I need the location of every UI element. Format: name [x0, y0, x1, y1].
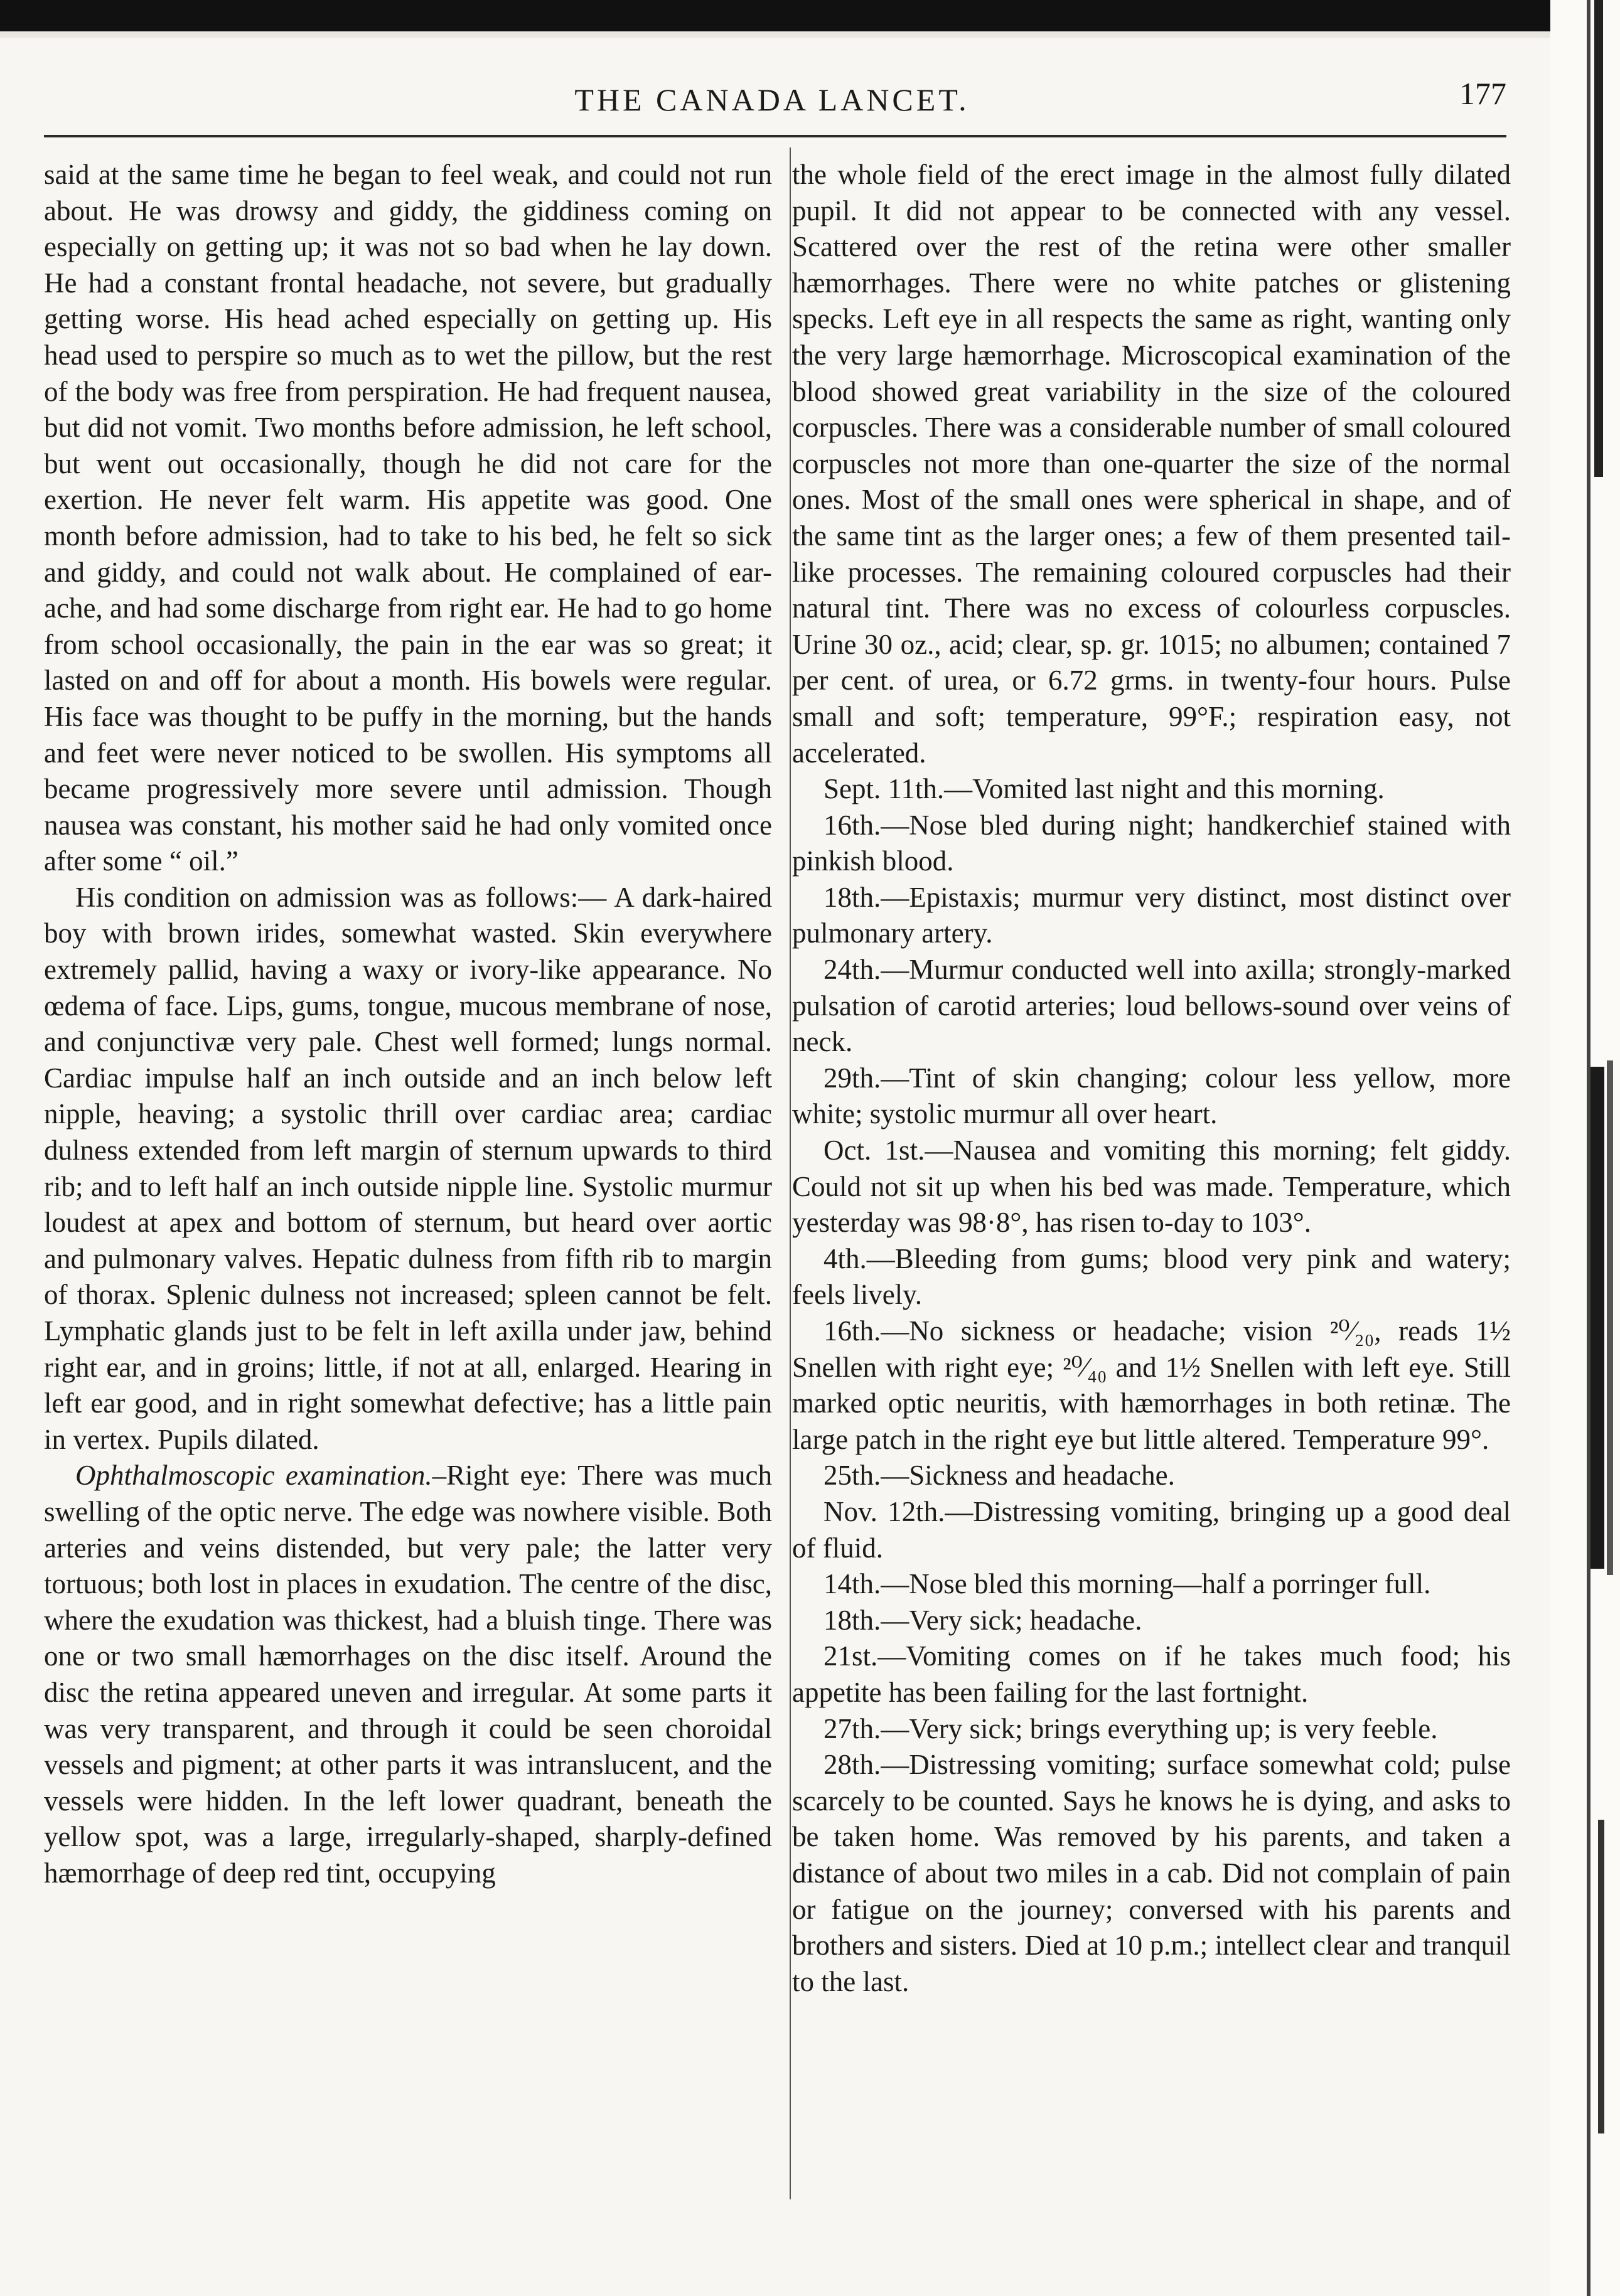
- section-heading: Ophthalmoscopic examination.: [75, 1460, 432, 1492]
- column-divider: [790, 147, 791, 2199]
- paragraph: said at the same time he began to feel weak, and could not run about. He was drowsy and giddy, the giddiness coming on especially on getting up; it was not so bad when he lay down. He had a constant frontal headache, not severe, but gradually getting worse. His head ached especially on getting up. His head used to perspire so much as to wet the pillow, but the rest of the body was free from perspiration. He had frequent nausea, but did not vomit. Two months before admission, he left school, but went out occasionally, though he did not care for the exertion. He never felt warm. His appetite was good. One month before admission, had to take to his bed, he felt so sick and giddy, and could not walk about. He complained of ear-ache, and had some discharge from right ear. He had to go home from school occasionally, the pain in the ear was so great; it lasted on and off for about a month. His bowels were regular. His face was thought to be puffy in the morning, but the hands and feet were never noticed to be swollen. His symptoms all became progressively more severe until admission. Though nausea was constant, his mother said he had only vomited once after some “ oil.”: [44, 159, 772, 877]
- paragraph: His condition on admission was as follows:— A dark-haired boy with brown irides, somewhat wasted. Skin everywhere extremely pallid, having a waxy or ivory-like appearance. No œdema of face. Lips, gums, tongue, mucous membrane of nose, and conjunctivæ very pale. Chest well formed; lungs normal. Cardiac impulse half an inch outside and an inch below left nipple, heaving; a systolic thrill over cardiac area; cardiac dulness extended from left margin of sternum upwards to third rib; and to left half an inch outside nipple line. Systolic murmur loudest at apex and bottom of sternum, but heard over aortic and pulmonary valves. Hepatic dulness from fifth rib to margin of thorax. Splenic dulness not increased; spleen cannot be felt. Lymphatic glands just to be felt in left axilla under jaw, behind right ear, and in groins; little, if not at all, enlarged. Hearing in left ear good, and in right somewhat defective; has a little pain in vertex. Pupils dilated.: [44, 881, 772, 1455]
- case-entry: 16th.—Nose bled during night; handkerchief stained with pinkish blood.: [792, 809, 1511, 877]
- case-entry: Sept. 11th.—Vomited last night and this morning.: [823, 773, 1385, 805]
- header-rule: [44, 135, 1506, 137]
- case-entry: 27th.—Very sick; brings everything up; is very feeble.: [823, 1712, 1438, 1744]
- case-entry: 4th.—Bleeding from gums; blood very pink and watery; feels lively.: [792, 1242, 1511, 1311]
- binding-shadow: [1598, 1820, 1604, 2133]
- running-title: THE CANADA LANCET.: [574, 82, 970, 117]
- binding-shadow: [1594, 0, 1603, 477]
- case-entry: 14th.—Nose bled this morning—half a porringer full.: [823, 1568, 1431, 1600]
- case-entry: 21st.—Vomiting comes on if he takes much food; his appetite has been failing for the last fortnight.: [792, 1640, 1511, 1708]
- case-entry: 18th.—Epistaxis; murmur very distinct, most distinct over pulmonary artery.: [792, 881, 1511, 949]
- page-header: [38, 75, 1506, 132]
- scan-top-gap: [0, 31, 1620, 38]
- right-column: [792, 157, 1511, 2000]
- case-entry: 29th.—Tint of skin changing; colour less yellow, more white; systolic murmur all over heart.: [792, 1062, 1511, 1130]
- case-entry: Nov. 12th.—Distressing vomiting, bringing up a good deal of fluid.: [792, 1495, 1511, 1564]
- page-number: 177: [1459, 76, 1506, 111]
- paragraph-body: –Right eye: There was much swelling of the optic nerve. The edge was nowhere visible. Both arteries and veins distended, but very pale; the latter very tortuous; both lost in places in exudation. The centre of the disc, where the exudation was thickest, had a bluish tinge. There was one or two small hæmorrhages on the disc itself. Around the disc the retina appeared uneven and irregular. At some parts it was very transparent, and through it could be seen choroidal vessels and pigment; at other parts it was intranslucent, and the vessels were hidden. In the left lower quadrant, beneath the yellow spot, was a large, irregularly-shaped, sharply-defined hæmorrhage of deep red tint, occupying: [44, 1460, 772, 1889]
- binding-shadow: [1590, 1067, 1604, 1569]
- case-entry: 24th.—Murmur conducted well into axilla; strongly-marked pulsation of carotid arteries; loud bellows-sound over veins of neck.: [792, 954, 1511, 1058]
- scan-page-edge: [1550, 0, 1620, 2296]
- case-entry: Oct. 1st.—Nausea and vomiting this morning; felt giddy. Could not sit up when his bed was made. Temperature, which yesterday was 98·8°, has risen to-day to 103°.: [792, 1135, 1511, 1239]
- case-entry: 25th.—Sickness and headache.: [823, 1460, 1175, 1492]
- binding-shadow: [1607, 1060, 1613, 1575]
- paragraph: the whole field of the erect image in the almost fully dilated pupil. It did not appear to be connected with any vessel. Scattered over the rest of the retina were other smaller hæmorrhages. There were no white patches or glistening specks. Left eye in all respects the same as right, wanting only the very large hæmorrhage. Microscopical examination of the blood showed great variability in the size of the coloured corpuscles. There was a considerable number of small coloured corpuscles not more than one-quarter the size of the normal ones. Most of the small ones were spherical in shape, and of the same tint as the larger ones; a few of them presented tail-like processes. The remaining coloured corpuscles had their natural tint. There was no excess of colourless corpuscles. Urine 30 oz., acid; clear, sp. gr. 1015; no albumen; contained 7 per cent. of urea, or 6.72 grms. in twenty-four hours. Pulse small and soft; temperature, 99°F.; respiration easy, not accelerated.: [792, 159, 1511, 769]
- left-column: [44, 157, 772, 1892]
- case-entry: 16th.—No sickness or headache; vision ²⁰⁄₂₀, reads 1½ Snellen with right eye; ²⁰⁄₄₀ and 1½ Snellen with left eye. Still marked optic neuritis, with hæmorrhages in both retinæ. The large patch in the right eye but little altered. Temperature 99°.: [792, 1315, 1511, 1455]
- scan-top-border: [0, 0, 1620, 31]
- case-entry: 28th.—Distressing vomiting; surface somewhat cold; pulse scarcely to be counted. Says he knows he is dying, and asks to be taken home. Was removed by his parents, and taken a distance of about two miles in a cab. Did not complain of pain or fatigue on the journey; conversed with his parents and brothers and sisters. Died at 10 p.m.; intellect clear and tranquil to the last.: [792, 1749, 1511, 1997]
- paragraph: [44, 1458, 772, 1891]
- case-entry: 18th.—Very sick; headache.: [823, 1604, 1142, 1636]
